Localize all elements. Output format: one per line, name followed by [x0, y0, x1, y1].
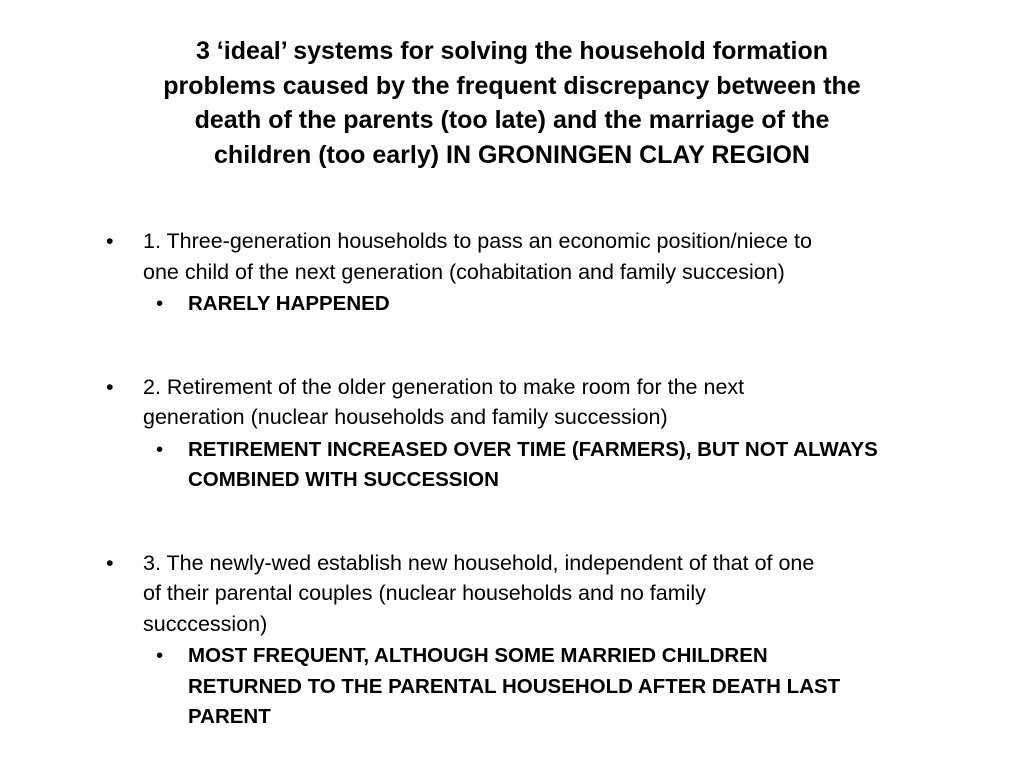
sub-bullet-icon: • [156, 437, 164, 461]
bullet-item-3 [100, 548, 990, 640]
sub-bullet-text-line: PARENT [188, 705, 271, 728]
bullet-icon: • [106, 229, 114, 253]
bullet-item-1 [100, 226, 990, 287]
sub-bullet-item-1 [100, 289, 990, 320]
title-line: problems caused by the frequent discrepancy between the [163, 71, 861, 100]
sub-bullet-icon: • [156, 292, 164, 315]
sub-bullet-item-3 [100, 641, 990, 733]
sub-bullet-text-line: RETIREMENT INCREASED OVER TIME (FARMERS), BUT NOT ALWAYS [188, 437, 878, 461]
bullet-text-line: 2. Retirement of the older generation to make room for the next [143, 374, 745, 399]
sub-bullet-text-line: MOST FREQUENT, ALTHOUGH SOME MARRIED CHILDREN [188, 644, 768, 667]
bullet-item-2 [100, 372, 990, 433]
slide-title [80, 34, 944, 172]
title-line: 3 ‘ideal’ systems for solving the household formation [195, 37, 829, 65]
bullet-text-line: 3. The newly-wed establish new household, independent of that of one [143, 550, 815, 575]
bullet-text-line: one child of the next generation (cohabitation and family succesion) [143, 259, 785, 284]
sub-bullet-text-line: RARELY HAPPENED [188, 292, 390, 315]
bullet-text-line: succcession) [143, 611, 268, 636]
title-line: children (too early) IN GRONINGEN CLAY REGION [214, 140, 810, 169]
sub-bullet-icon: • [156, 644, 164, 667]
bullet-icon: • [106, 550, 114, 575]
bullet-text-line: 1. Three-generation households to pass an economic position/niece to [143, 229, 812, 253]
sub-bullet-item-2 [100, 435, 990, 496]
bullet-icon: • [106, 374, 114, 399]
bullet-text-line: of their parental couples (nuclear households and no family [143, 581, 706, 605]
title-line: death of the parents (too late) and the marriage of the [194, 106, 830, 134]
bullet-text-line: generation (nuclear households and family succession) [143, 405, 668, 429]
spacer [100, 320, 990, 372]
bullet-list [100, 226, 990, 733]
spacer [100, 496, 990, 548]
sub-bullet-text-line: COMBINED WITH SUCCESSION [188, 468, 499, 491]
sub-bullet-text-line: RETURNED TO THE PARENTAL HOUSEHOLD AFTER DEATH LAST [188, 674, 841, 698]
